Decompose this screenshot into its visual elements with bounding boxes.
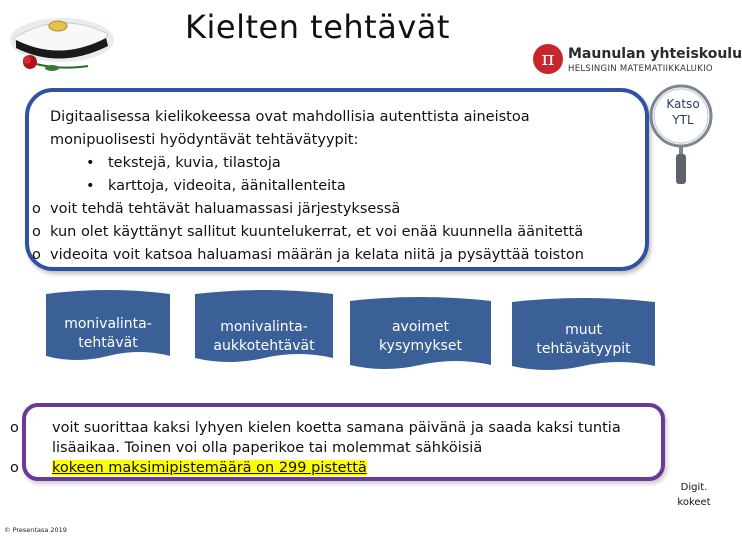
task-type-multiple-choice: monivalinta- tehtävät xyxy=(64,316,152,351)
intro-line-2: monipuolisesti hyödyntävät tehtävätyypit: xyxy=(50,132,359,148)
logo-pi-mark: π xyxy=(533,44,563,74)
task-type-multiple-choice-gap: monivalinta- aukkotehtävät xyxy=(213,319,315,354)
task-type-other: muut tehtävätyypit xyxy=(536,322,631,357)
bullet-circle-icon: o xyxy=(32,224,41,240)
bullet-circle-icon: o xyxy=(10,460,19,476)
logo-school-name: Maunulan yhteiskoulu xyxy=(568,46,742,62)
magnifier-icon[interactable] xyxy=(640,78,720,188)
sub-item: • tekstejä, kuvia, tilastoja xyxy=(50,152,584,175)
list-item: o videoita voit katsoa haluamasi määrän ja kelata niitä ja pysäyttää toiston xyxy=(32,244,584,267)
student-cap-image xyxy=(0,0,120,75)
bullet-circle-icon: o xyxy=(10,420,19,436)
corner-link-digital-exams[interactable]: Digit. kokeet xyxy=(677,482,711,508)
magnifier-label[interactable]: Katso YTL xyxy=(666,97,700,127)
page-title: Kielten tehtävät xyxy=(185,8,450,46)
max-points-highlight: kokeen maksimipistemäärä on 299 pistettä xyxy=(52,460,367,476)
notes-text xyxy=(10,418,652,478)
logo-school-subtitle: HELSINGIN MATEMATIIKKALUKIO xyxy=(568,64,713,74)
bullet-circle-icon: o xyxy=(32,247,41,263)
bullet-circle-icon: o xyxy=(32,201,41,217)
bullet-dot-icon: • xyxy=(86,155,95,171)
task-type-open-questions: avoimet kysymykset xyxy=(379,319,462,354)
sub-item: • karttoja, videoita, äänitallenteita xyxy=(50,175,584,198)
copyright-text: © Presentasa 2019 xyxy=(4,526,67,534)
intro-line-1: Digitaalisessa kielikokeessa ovat mahdollisia autenttista aineistoa xyxy=(50,109,530,125)
bullet-dot-icon: • xyxy=(86,178,95,194)
school-logo xyxy=(533,44,742,80)
list-item: o voit tehdä tehtävät haluamassasi järjestyksessä xyxy=(32,198,584,221)
list-item: o kun olet käyttänyt sallitut kuuntelukerrat, et voi enää kuunnella äänitettä xyxy=(32,221,584,244)
list-item xyxy=(10,458,652,478)
list-item: o voit suorittaa kaksi lyhyen kielen koetta samana päivänä ja saada kaksi tuntia lisäaikaa. Toinen voi olla paperikoe tai molemmat sähköisiä xyxy=(10,420,621,456)
main-info-text xyxy=(32,106,584,267)
